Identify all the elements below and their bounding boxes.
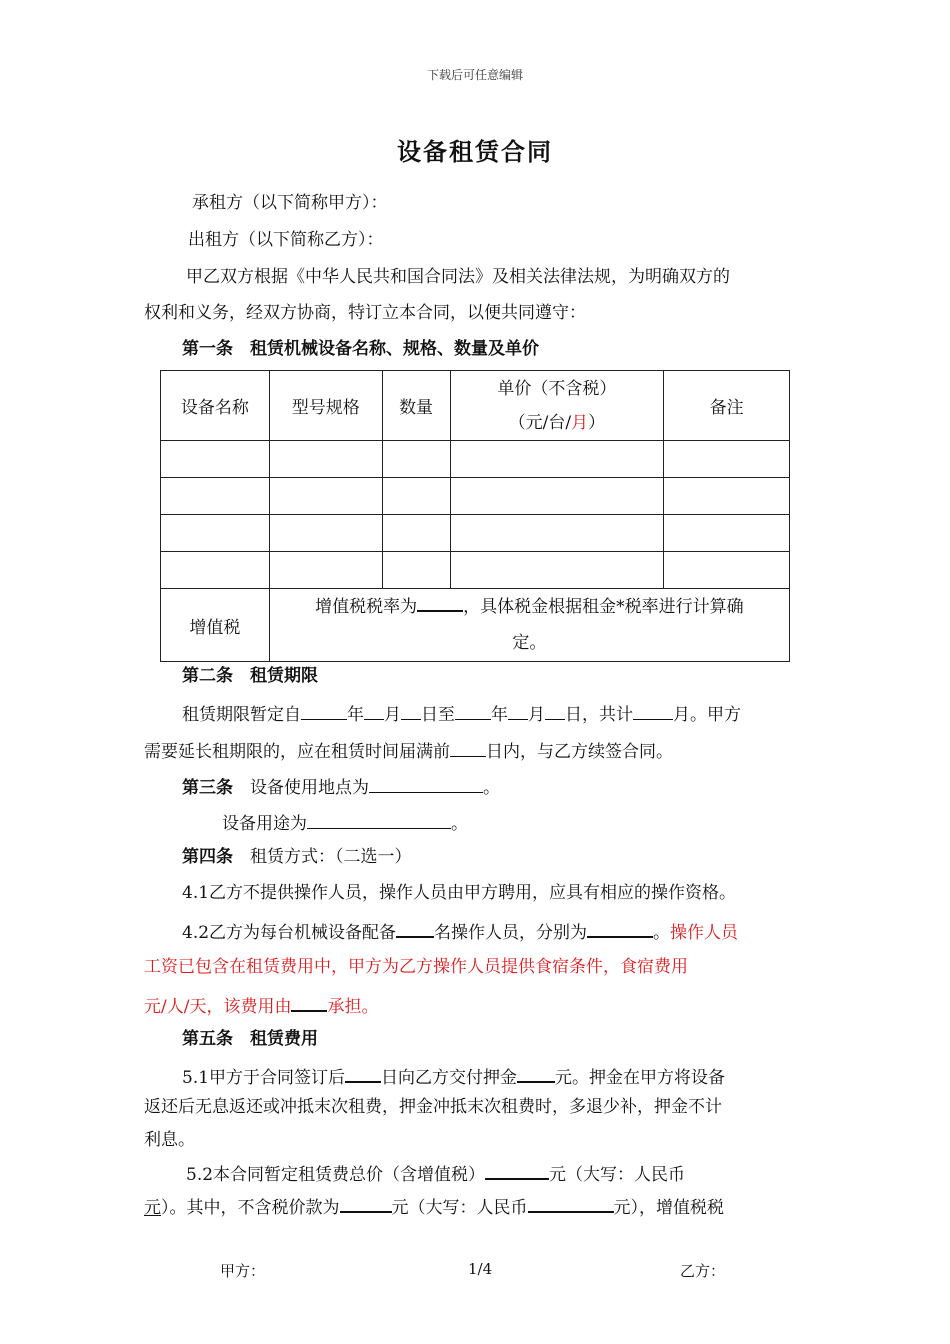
cost-bearer-blank[interactable] xyxy=(291,992,327,1012)
document-title: 设备租赁合同 xyxy=(397,137,553,166)
table-row xyxy=(161,478,790,515)
total-months-blank[interactable] xyxy=(633,701,673,720)
equipment-table xyxy=(160,370,790,662)
table-cell[interactable] xyxy=(269,552,382,589)
table-cell[interactable] xyxy=(161,478,270,515)
end-month-blank[interactable] xyxy=(508,701,528,720)
vat-row xyxy=(161,589,790,662)
article-4-clause-2: 4.2乙方为每台机械设备配备 名操作人员，分别为 。操作人员 xyxy=(182,918,738,944)
price-header-unit: （元/台/月） xyxy=(508,412,606,433)
col-header-qty: 数量 xyxy=(382,371,450,441)
end-day-blank[interactable] xyxy=(545,701,565,720)
price-header-label: 单价（不含税） xyxy=(497,378,617,399)
table-cell[interactable] xyxy=(382,478,450,515)
footer-page-number: 1/4 xyxy=(468,1260,493,1278)
article-4-red-line-2: 工资已包含在租赁费用中，甲方为乙方操作人员提供食宿条件，食宿费用 xyxy=(144,957,688,977)
article-2-line-1: 租赁期限暂定自 年 月 日至 年 月 日，共计 月。甲方 xyxy=(182,701,741,726)
article-4-heading: 第四条 租赁方式：（二选一） xyxy=(182,847,412,867)
table-cell[interactable] xyxy=(664,552,790,589)
table-cell[interactable] xyxy=(382,441,450,478)
lessee-line: 承租方（以下简称甲方）： xyxy=(192,193,388,213)
lessor-line: 出租方（以下简称乙方）： xyxy=(188,230,384,250)
table-cell[interactable] xyxy=(382,552,450,589)
col-header-price xyxy=(450,371,664,441)
table-header-row xyxy=(161,371,790,441)
table-cell[interactable] xyxy=(269,441,382,478)
col-header-name: 设备名称 xyxy=(161,371,270,441)
vat-label: 增值税 xyxy=(161,589,270,662)
table-cell[interactable] xyxy=(161,441,270,478)
article-2-line-2: 需要延长租期限的，应在租赁时间届满前 日内，与乙方续签合同。 xyxy=(144,738,673,763)
table-cell[interactable] xyxy=(664,441,790,478)
footer-party-b: 乙方： xyxy=(680,1262,726,1280)
intro-line-2: 权利和义务，经双方协商，特订立本合同，以便共同遵守： xyxy=(144,303,586,323)
article-5-clause-2: 5.2本合同暂定租赁费总价（含增值税） 元（大写：人民币 xyxy=(186,1160,685,1186)
footer-party-a: 甲方： xyxy=(220,1262,266,1280)
purpose-blank[interactable] xyxy=(307,810,451,829)
table-cell[interactable] xyxy=(161,515,270,552)
article-2-heading: 第二条 租赁期限 xyxy=(182,666,318,686)
table-cell[interactable] xyxy=(450,478,664,515)
vat-description: 增值税税率为 ，具体税金根据租金*税率进行计算确 定。 xyxy=(269,589,789,662)
table-cell[interactable] xyxy=(450,515,664,552)
article-4-clause-1: 4.1乙方不提供操作人员，操作人员由甲方聘用，应具有相应的操作资格。 xyxy=(182,883,737,903)
article-3-line-2: 设备用途为 。 xyxy=(222,810,468,835)
table-row xyxy=(161,441,790,478)
col-header-remark: 备注 xyxy=(664,371,790,441)
renewal-days-blank[interactable] xyxy=(450,738,486,757)
location-blank[interactable] xyxy=(369,774,483,793)
table-row xyxy=(161,552,790,589)
operator-count-blank[interactable] xyxy=(396,918,434,938)
article-5-clause-2-line-2: 元）。其中，不含税价款为 元（大写：人民币 元），增值税税 xyxy=(144,1193,724,1219)
deposit-amount-blank[interactable] xyxy=(517,1063,555,1083)
pretax-price-words-blank[interactable] xyxy=(528,1193,614,1213)
table-cell[interactable] xyxy=(664,478,790,515)
pretax-price-blank[interactable] xyxy=(340,1193,392,1213)
table-cell[interactable] xyxy=(269,478,382,515)
vat-rate-blank[interactable] xyxy=(417,592,463,612)
table-cell[interactable] xyxy=(664,515,790,552)
article-4-red-line-3: 元/人/天，该费用由 承担。 xyxy=(144,992,378,1018)
total-price-blank[interactable] xyxy=(485,1160,549,1180)
article-1-heading: 第一条 租赁机械设备名称、规格、数量及单价 xyxy=(182,339,539,359)
article-5-clause-1: 5.1甲方于合同签订后 日向乙方交付押金 元。押金在甲方将设备 xyxy=(182,1063,725,1089)
deposit-days-blank[interactable] xyxy=(345,1063,381,1083)
table-cell[interactable] xyxy=(450,552,664,589)
start-day-blank[interactable] xyxy=(401,701,421,720)
table-cell[interactable] xyxy=(269,515,382,552)
start-month-blank[interactable] xyxy=(364,701,384,720)
article-5-heading: 第五条 租赁费用 xyxy=(182,1029,318,1049)
col-header-model: 型号规格 xyxy=(269,371,382,441)
article-5-clause-1-line-2: 返还后无息返还或冲抵末次租费，押金冲抵末次租费时，多退少补，押金不计 xyxy=(144,1097,722,1117)
table-row xyxy=(161,515,790,552)
start-year-blank[interactable] xyxy=(301,701,347,720)
page-header-note: 下载后可任意编辑 xyxy=(426,68,523,82)
end-year-blank[interactable] xyxy=(455,701,491,720)
table-cell[interactable] xyxy=(382,515,450,552)
article-3-line-1: 第三条 设备使用地点为 。 xyxy=(182,774,500,799)
table-cell[interactable] xyxy=(161,552,270,589)
article-5-clause-1-line-3: 利息。 xyxy=(144,1130,195,1150)
yuan-underlined: 元 xyxy=(144,1198,161,1218)
intro-line-1: 甲乙双方根据《中华人民共和国合同法》及相关法律法规，为明确双方的 xyxy=(186,267,730,287)
operator-names-blank[interactable] xyxy=(587,918,653,938)
table-cell[interactable] xyxy=(450,441,664,478)
